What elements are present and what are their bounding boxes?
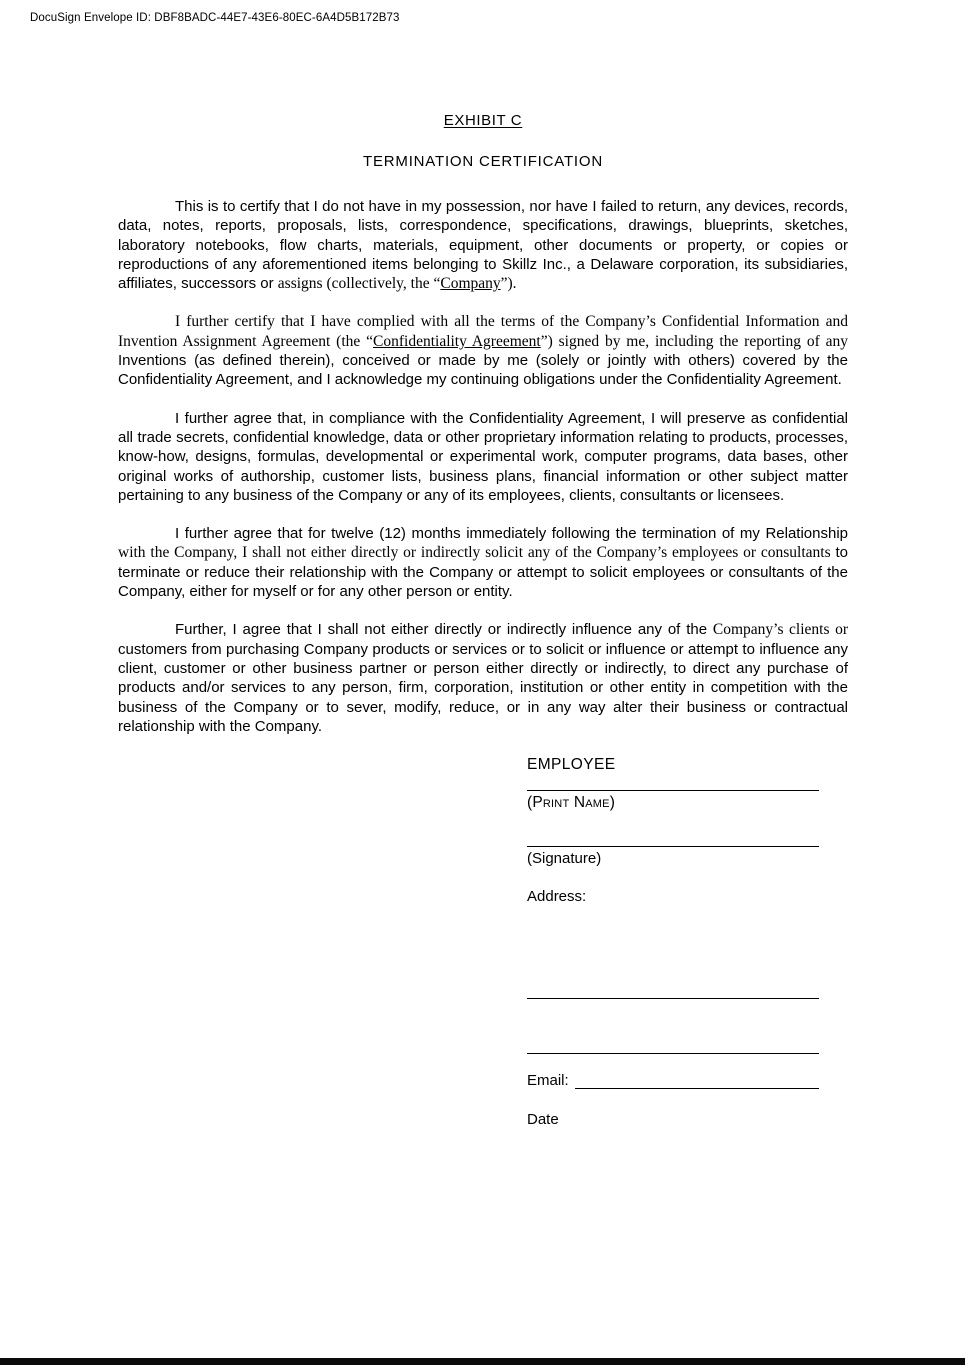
- employee-heading: EMPLOYEE: [527, 756, 616, 774]
- paragraph-segment: ”) signed by me, including the reporting of any: [540, 332, 848, 350]
- signature-label: (Signature): [527, 850, 602, 868]
- document-body: [118, 197, 848, 736]
- docusign-envelope-id: DocuSign Envelope ID: DBF8BADC-44E7-43E6-80EC-6A4D5B172B73: [30, 12, 400, 24]
- paragraph-segment: I further agree that, in compliance with the Confidentiality Agreement, I will preserve as confidential all trade secrets, confidential knowledge, data or other proprietary information relating to products, processes, know-how, designs, formulas, developmental or experimental work, computer programs, data bases, other original works of authorship, customer lists, business plans, financial information or other subject matter pertaining to any business of the Company or any of its employees, clients, consultants or licensees.: [118, 409, 848, 504]
- paragraph-segment: I further certify that I have complied with all the terms of the Company’s Confidential Information and Invention Assignment Agreement (the “: [118, 313, 848, 350]
- paragraph: [118, 197, 848, 293]
- paragraph-segment: ”).: [500, 275, 517, 293]
- paragraph-segment: to terminate or reduce their relationship with the Company or attempt to solicit employees or consultants of the Company, either for myself or for any other person or entity.: [118, 544, 848, 601]
- print-name-line: [527, 790, 819, 791]
- signature-block: [527, 755, 819, 1128]
- paragraph-segment: Inventions (as defined therein), conceived or made by me (solely or jointly with others) covered by the Confidentiality Agreement, and I acknowledge my continuing obligations under the Confidentiality Agreement.: [118, 352, 848, 389]
- paragraph-segment: I further agree that for twelve (12) months immediately following the termination of my Relationship: [175, 525, 848, 543]
- email-row: [527, 1072, 819, 1089]
- page-bottom-edge: [0, 1358, 965, 1365]
- paragraph-segment: with the Company, I shall not either directly or indirectly solicit any of the Company’s employees or consultants: [118, 544, 836, 562]
- paragraph-segment: assigns (collectively, the “: [277, 275, 441, 293]
- email-line: [575, 1073, 819, 1089]
- email-label: Email:: [527, 1072, 569, 1090]
- paragraph: [118, 524, 848, 601]
- exhibit-title: EXHIBIT C: [443, 112, 523, 129]
- document-subtitle: TERMINATION CERTIFICATION: [363, 153, 603, 170]
- paragraph-segment: Company: [440, 275, 501, 293]
- paragraph-segment: This is to certify that I do not have in my possession, nor have I failed to return, any devices, records, data, notes, reports, proposals, lists, correspondence, specifications, drawings, blueprints, sketches, laboratory notebooks, flow charts, materials, equipment, other documents or property, or copies or reproductions of any aforementioned items belonging to Skillz Inc., a Delaware corporation, its subsidiaries, affiliates, successors or: [118, 198, 848, 293]
- paragraph-segment: Company’s clients or: [712, 621, 848, 639]
- address-line-2: [527, 1053, 819, 1054]
- paragraph: [118, 409, 848, 505]
- address-line-1: [527, 998, 819, 999]
- paragraph: [118, 620, 848, 736]
- paragraph-segment: Confidentiality Agreement: [373, 332, 541, 350]
- paragraph: [118, 312, 848, 389]
- paragraph-segment: Further, I agree that I shall not either directly or indirectly influence any of the: [175, 621, 713, 639]
- signature-line: [527, 846, 819, 847]
- paragraph-segment: customers from purchasing Company products or services or to solicit or influence or attempt to influence any client, customer or other business partner or person either directly or indirectly, to direct any purchase of products and/or services to any person, firm, corporation, institution or other entity in competition with the business of the Company or to sever, modify, reduce, or in any way alter their business or contractual relationship with the Company.: [118, 640, 848, 735]
- print-name-label: (Print Name): [527, 794, 616, 812]
- address-label: Address:: [527, 888, 587, 906]
- date-label: Date: [527, 1111, 559, 1129]
